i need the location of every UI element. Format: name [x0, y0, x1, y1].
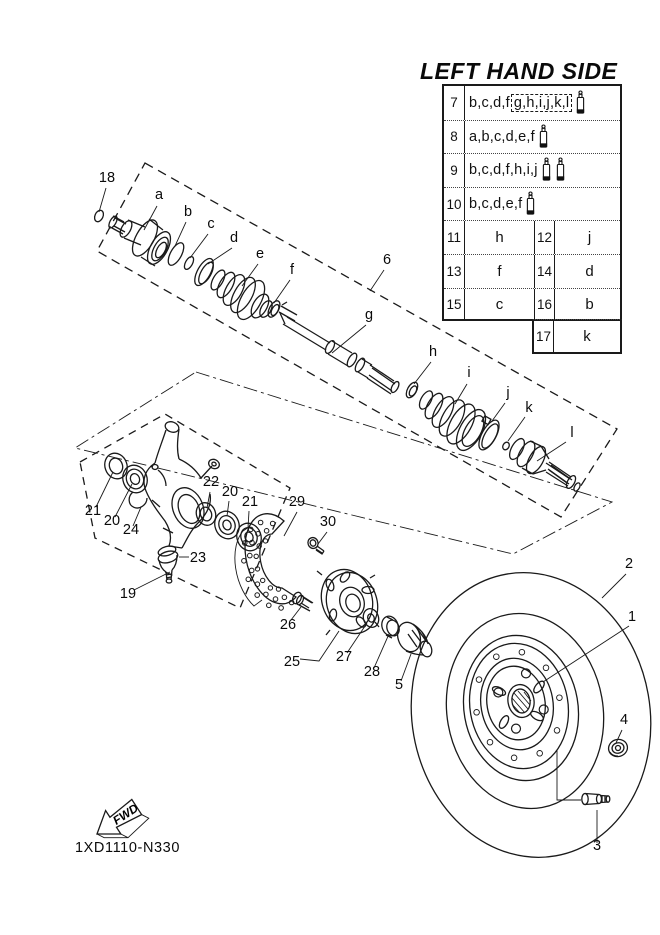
- callout-d: d: [229, 230, 239, 246]
- hole: [264, 529, 269, 534]
- callout-21: 21: [84, 503, 102, 519]
- callout-6: 6: [382, 252, 392, 268]
- row-letter: k: [583, 327, 591, 345]
- callout-1: 1: [627, 609, 637, 625]
- callout-h: h: [428, 344, 438, 360]
- hole: [267, 603, 272, 608]
- part-e-boot: [208, 268, 274, 324]
- hole: [474, 710, 480, 716]
- callout-l: l: [570, 425, 574, 441]
- callout-2: 2: [624, 556, 634, 572]
- leader-lines: [96, 188, 629, 843]
- row-number: 13: [444, 255, 465, 288]
- diagram-code: 1XD1110-N330: [75, 840, 181, 856]
- callout-18: 18: [98, 170, 116, 186]
- row-letter: j: [587, 229, 592, 247]
- row-number: 9: [444, 154, 465, 187]
- row-number: 17: [534, 320, 554, 352]
- callout-28: 28: [363, 664, 381, 680]
- row-number: 7: [444, 86, 465, 120]
- callout-k: k: [525, 400, 533, 416]
- hole: [263, 539, 267, 543]
- hole: [264, 592, 269, 597]
- part-h-ring: [404, 380, 420, 399]
- callout-23: 23: [189, 550, 207, 566]
- callout-29: 29: [288, 494, 306, 510]
- hole: [511, 755, 517, 761]
- row-letter: h: [495, 229, 504, 247]
- page-title: LEFT HAND SIDE: [420, 58, 618, 84]
- part-g-drive-shaft: [279, 302, 401, 394]
- row-letter: d: [585, 262, 594, 280]
- callout-21b: 21: [241, 494, 259, 510]
- part-a-inner-cv-joint: [107, 215, 175, 268]
- axle-group-dashed-box: [97, 163, 617, 517]
- hole: [248, 553, 253, 558]
- callout-c: c: [207, 216, 215, 232]
- callout-f: f: [289, 262, 295, 278]
- row-number: 10: [444, 188, 465, 221]
- part-c-clip: [183, 255, 196, 271]
- callout-30: 30: [319, 514, 337, 530]
- row-number: 16: [534, 289, 555, 322]
- row-number: 15: [444, 289, 465, 322]
- callout-labels: [85, 170, 636, 854]
- part-5-cotter-pin-cover: [394, 619, 434, 658]
- callout-5: 5: [394, 677, 404, 693]
- callout-20: 20: [103, 513, 121, 529]
- callout-b: b: [183, 204, 193, 220]
- part-j-boot-clamp: [475, 416, 503, 453]
- hole: [282, 595, 287, 600]
- row-number: 14: [534, 255, 555, 288]
- group-outline-boxes: [75, 163, 617, 608]
- fwd-arrow-label: FWD: [110, 800, 141, 828]
- tire-sidewall: [431, 601, 619, 821]
- part-i-boot: [417, 389, 492, 455]
- hole: [270, 521, 275, 526]
- row-letter: f: [497, 262, 502, 280]
- callout-i: i: [467, 365, 471, 381]
- hub-group-drawing: [291, 563, 434, 659]
- hole: [537, 751, 543, 757]
- hole: [246, 577, 251, 582]
- callout-24: 24: [122, 522, 140, 538]
- row-number: 12: [534, 221, 555, 254]
- row-letter: b: [585, 296, 594, 314]
- row-letters: b,c,d,f: [469, 94, 510, 111]
- hole: [261, 578, 265, 582]
- hole: [512, 724, 521, 733]
- row-number: 11: [444, 221, 465, 254]
- callout-g: g: [364, 307, 374, 323]
- knuckle-group-drawing: [101, 420, 265, 583]
- part-k-clip: [501, 441, 510, 451]
- hole: [476, 677, 482, 683]
- hole: [543, 665, 549, 671]
- row-letter: c: [495, 296, 504, 314]
- row-letters: a,b,c,d,e,f: [469, 128, 535, 145]
- hole: [254, 554, 258, 558]
- callout-a: a: [154, 187, 164, 203]
- hole: [539, 705, 548, 714]
- row-letters: b,c,d,f,h,i,j: [469, 162, 538, 179]
- hole: [255, 593, 260, 598]
- guard-holes: [242, 520, 294, 610]
- part-3-valve-stem: [582, 794, 610, 805]
- row-letters: b,c,d,e,f: [469, 196, 523, 213]
- part-l-outer-cv-joint: [507, 436, 582, 492]
- callout-e: e: [255, 246, 265, 262]
- hole: [554, 728, 560, 734]
- callout-20b: 20: [221, 484, 239, 500]
- hole: [557, 695, 563, 701]
- hole: [487, 739, 493, 745]
- callout-4: 4: [619, 712, 629, 728]
- hole: [279, 606, 284, 611]
- part-24-circlip: [129, 492, 147, 508]
- cv-axle-drawing: [93, 209, 582, 492]
- hole: [258, 520, 263, 525]
- hole: [249, 568, 254, 573]
- brake-disc-guard-drawing: [235, 514, 324, 610]
- part-1-rim: [452, 626, 590, 790]
- callout-22: 22: [202, 474, 220, 490]
- part-26-wheel-stud: [291, 591, 313, 611]
- hole: [519, 649, 525, 655]
- part-25-wheel-hub: [314, 563, 386, 640]
- part-4-wheel-nut: [607, 737, 630, 758]
- callout-26: 26: [279, 617, 297, 633]
- callout-j: j: [506, 385, 510, 401]
- hole: [494, 654, 500, 660]
- dashed-group-box: g,h,i,j,k,l: [511, 94, 572, 112]
- hole: [273, 597, 278, 602]
- callout-3: 3: [592, 838, 602, 854]
- hole: [242, 559, 247, 564]
- callout-25: 25: [283, 654, 301, 670]
- hole: [268, 586, 272, 590]
- row-number: 8: [444, 121, 465, 154]
- callout-19: 19: [119, 586, 137, 602]
- knuckle-group-dashed-box: [80, 414, 290, 608]
- callout-27: 27: [335, 649, 353, 665]
